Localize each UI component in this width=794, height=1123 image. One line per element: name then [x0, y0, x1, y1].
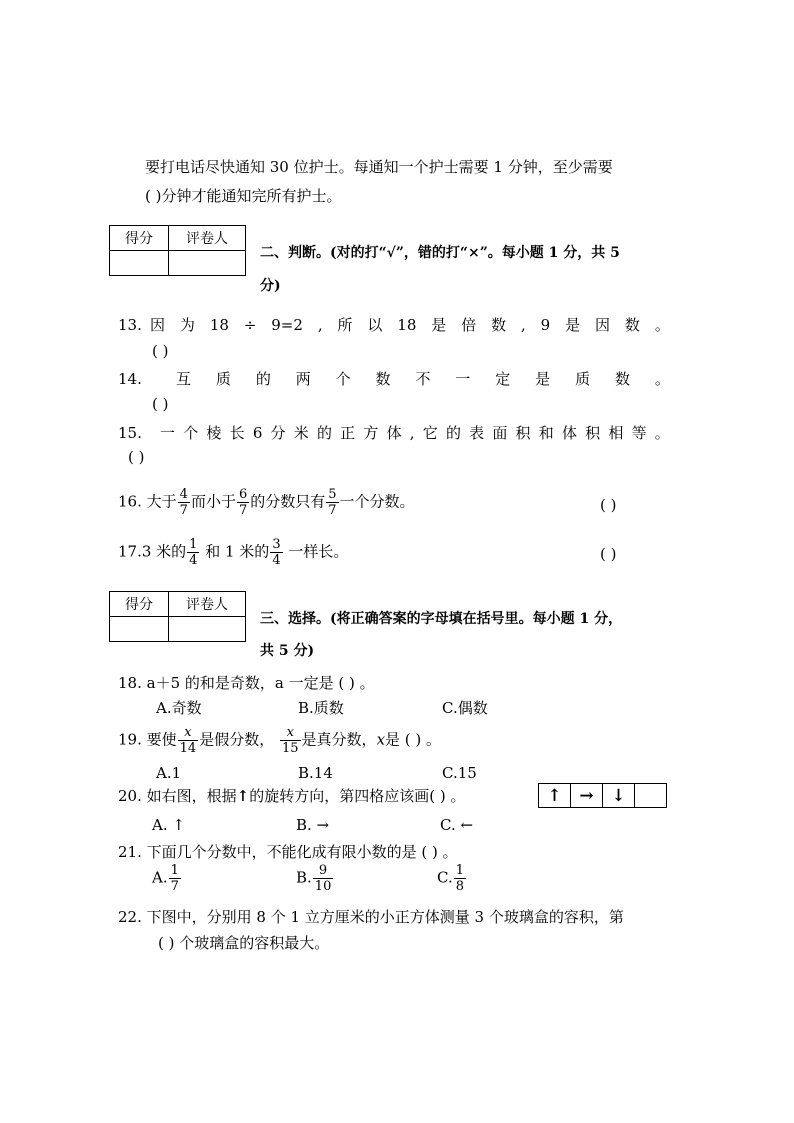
- q18-option-a[interactable]: A.奇数: [156, 699, 202, 717]
- q14-word: 个: [335, 370, 351, 388]
- q13-text: [150, 318, 670, 333]
- q15-word: 一: [160, 424, 176, 442]
- q17-line: [118, 538, 348, 567]
- intro-line-1: 要打电话尽快通知 30 位护士。每通知一个护士需要 1 分钟，至少需要: [145, 158, 613, 176]
- q19-variable: x: [376, 730, 386, 749]
- q15-word: 的: [316, 424, 332, 442]
- q14-word: 是: [535, 370, 551, 388]
- right-arrow-icon: →: [570, 784, 602, 807]
- q19-text-3: 是真分数，: [301, 730, 377, 749]
- q20-rotation-figure: [538, 783, 667, 808]
- q16-fraction-3: $\frac{5}{7}$: [328, 487, 337, 518]
- q20-text-2: 的旋转方向，第四格应该画( ) 。: [249, 787, 466, 805]
- q19-option-b[interactable]: B.14: [298, 764, 333, 782]
- q15-word: 表: [469, 424, 485, 442]
- q17-number: 17.: [118, 542, 142, 561]
- q13-word: 因: [150, 316, 166, 334]
- q19-fraction-1: $\frac{x}{14}$: [179, 725, 197, 756]
- q13-word: 。: [654, 316, 670, 334]
- section-3-title-line-1: 三、选择。(将正确答案的字母填在括号里。每小题 1 分，: [260, 611, 623, 627]
- q15-word: 正: [340, 424, 356, 442]
- section-2-title-line-2: 分): [260, 278, 281, 294]
- score-header: 得分: [110, 226, 169, 251]
- q13-word: 倍: [461, 316, 477, 334]
- score-cell[interactable]: [110, 617, 169, 642]
- q15-word: 等: [631, 424, 647, 442]
- q21-option-b[interactable]: B. $\frac{9}{10}$: [296, 863, 332, 894]
- q13-word: 因: [595, 316, 611, 334]
- q14-word: 质: [215, 370, 231, 388]
- q20-option-a[interactable]: A. ↑: [152, 816, 185, 834]
- q16-number: 16.: [118, 492, 142, 511]
- q16-text-1: 大于: [146, 492, 177, 511]
- q22-line-1: 22. 下图中，分别用 8 个 1 立方厘米的小正方体测量 3 个玻璃盒的容积，第: [118, 908, 624, 926]
- q14-word: 的: [255, 370, 271, 388]
- q15-text: [160, 426, 670, 441]
- q15-word: 。: [654, 424, 670, 442]
- q14-word: 一: [455, 370, 471, 388]
- q13-word: 是: [431, 316, 447, 334]
- q15-word: 棱: [206, 424, 222, 442]
- q14-word: 定: [495, 370, 511, 388]
- q15-word: ,: [409, 424, 415, 442]
- q21-text: 21. 下面几个分数中，不能化成有限小数的是 ( ) 。: [118, 843, 458, 861]
- q15-word: 米: [293, 424, 309, 442]
- q13-word: 18: [209, 316, 229, 334]
- score-table-1: [109, 225, 246, 276]
- q19-text-4: 是 ( ) 。: [385, 730, 442, 749]
- q15-word: 积: [515, 424, 531, 442]
- q19-text-2: 是假分数，: [199, 730, 275, 749]
- q20-text-1: 如右图，根据: [146, 787, 237, 805]
- q15-answer-paren[interactable]: ( ): [128, 448, 145, 466]
- q13-word: 为: [179, 316, 195, 334]
- q14-word: 数: [614, 370, 630, 388]
- q13-word: ,: [317, 316, 323, 334]
- q17-fraction-2: $\frac{3}{4}$: [272, 537, 281, 568]
- q14-word: 不: [415, 370, 431, 388]
- q16-fraction-1: $\frac{4}{7}$: [179, 487, 188, 518]
- q20-line: [118, 789, 465, 804]
- q13-word: 9=2: [271, 316, 303, 334]
- q13-word: 9: [540, 316, 551, 334]
- intro-line-2: ( )分钟才能通知完所有护士。: [145, 187, 342, 205]
- q15-word: 体: [561, 424, 577, 442]
- q17-text-2: 和 1 米的: [200, 542, 270, 561]
- q13-word: 所: [337, 316, 353, 334]
- q18-option-c[interactable]: C.偶数: [442, 699, 488, 717]
- q18-option-b[interactable]: B.质数: [298, 699, 344, 717]
- q15-word: 的: [445, 424, 461, 442]
- q16-text-2: 而小于: [190, 492, 236, 511]
- down-arrow-icon: ↓: [602, 784, 634, 807]
- q16-fraction-2: $\frac{6}{7}$: [238, 487, 248, 518]
- q15-word: 积: [585, 424, 601, 442]
- q19-line: [118, 726, 441, 755]
- section-2-title-line-1: 二、判断。(对的打“√”，错的打“×”。每小题 1 分，共 5: [260, 245, 620, 261]
- q21-option-c[interactable]: C. $\frac{1}{8}$: [437, 863, 464, 894]
- q19-option-c[interactable]: C.15: [442, 764, 477, 782]
- q15-word: 方: [363, 424, 379, 442]
- q19-option-a[interactable]: A.1: [156, 764, 182, 782]
- score-cell[interactable]: [110, 251, 169, 276]
- q14-word: 两: [295, 370, 311, 388]
- q15-word: 它: [422, 424, 438, 442]
- score-header: 得分: [110, 592, 169, 617]
- q14-word: 数: [375, 370, 391, 388]
- q19-fraction-2: $\frac{x}{15}$: [282, 725, 299, 756]
- q15-word: 长: [229, 424, 245, 442]
- q19-number: 19.: [118, 730, 142, 749]
- q13-word: 是: [565, 316, 581, 334]
- q21-option-a[interactable]: A. $\frac{1}{7}$: [152, 863, 179, 894]
- q13-word: 18: [397, 316, 417, 334]
- up-arrow-icon: ↑: [236, 787, 250, 805]
- q18-text: 18. a＋5 的和是奇数，a 一定是 ( ) 。: [118, 674, 375, 692]
- q15-word: 面: [492, 424, 508, 442]
- q13-word: 数: [491, 316, 507, 334]
- q16-answer-paren[interactable]: ( ): [600, 496, 617, 514]
- q13-word: ,: [521, 316, 526, 334]
- score-table-2: [109, 591, 246, 642]
- q22-line-2: ( ) 个玻璃盒的容积最大。: [158, 934, 330, 952]
- q15-number: 15.: [118, 424, 142, 442]
- q15-word: 6: [252, 424, 263, 442]
- grader-header: 评卷人: [169, 226, 246, 251]
- q16-line: [118, 488, 415, 517]
- q14-text: [176, 372, 670, 387]
- q14-answer-paren[interactable]: ( ): [152, 395, 169, 413]
- q15-word: 和: [538, 424, 554, 442]
- q14-word: 互: [176, 370, 192, 388]
- q17-text-1: 3 米的: [141, 542, 187, 561]
- q14-word: 。: [654, 370, 670, 388]
- grader-cell[interactable]: [169, 617, 246, 642]
- q13-word: 数: [624, 316, 640, 334]
- q17-text-3: 一样长。: [283, 542, 349, 561]
- grader-header: 评卷人: [169, 592, 246, 617]
- q13-word: ÷: [243, 316, 257, 334]
- blank-cell: [634, 784, 666, 807]
- q19-text-1: 要使: [146, 730, 177, 749]
- q15-word: 相: [608, 424, 624, 442]
- q13-answer-paren[interactable]: ( ): [152, 342, 169, 360]
- up-arrow-icon: ↑: [547, 785, 562, 806]
- q20-number: 20.: [118, 787, 142, 805]
- q14-number: 14.: [118, 370, 142, 388]
- q13-number: 13.: [118, 316, 142, 334]
- q16-text-3: 的分数只有: [250, 492, 326, 511]
- q20-option-c[interactable]: C. ←: [440, 816, 474, 834]
- q17-answer-paren[interactable]: ( ): [600, 545, 617, 563]
- q15-word: 体: [386, 424, 402, 442]
- q14-word: 质: [575, 370, 591, 388]
- grader-cell[interactable]: [169, 251, 246, 276]
- q16-text-4: 一个分数。: [339, 492, 415, 511]
- q20-option-b[interactable]: B. →: [296, 816, 330, 834]
- q17-fraction-1: $\frac{1}{4}$: [189, 537, 198, 568]
- q15-word: 分: [270, 424, 286, 442]
- section-3-title-line-2: 共 5 分): [260, 643, 315, 659]
- q15-word: 个: [183, 424, 199, 442]
- q13-word: 以: [367, 316, 383, 334]
